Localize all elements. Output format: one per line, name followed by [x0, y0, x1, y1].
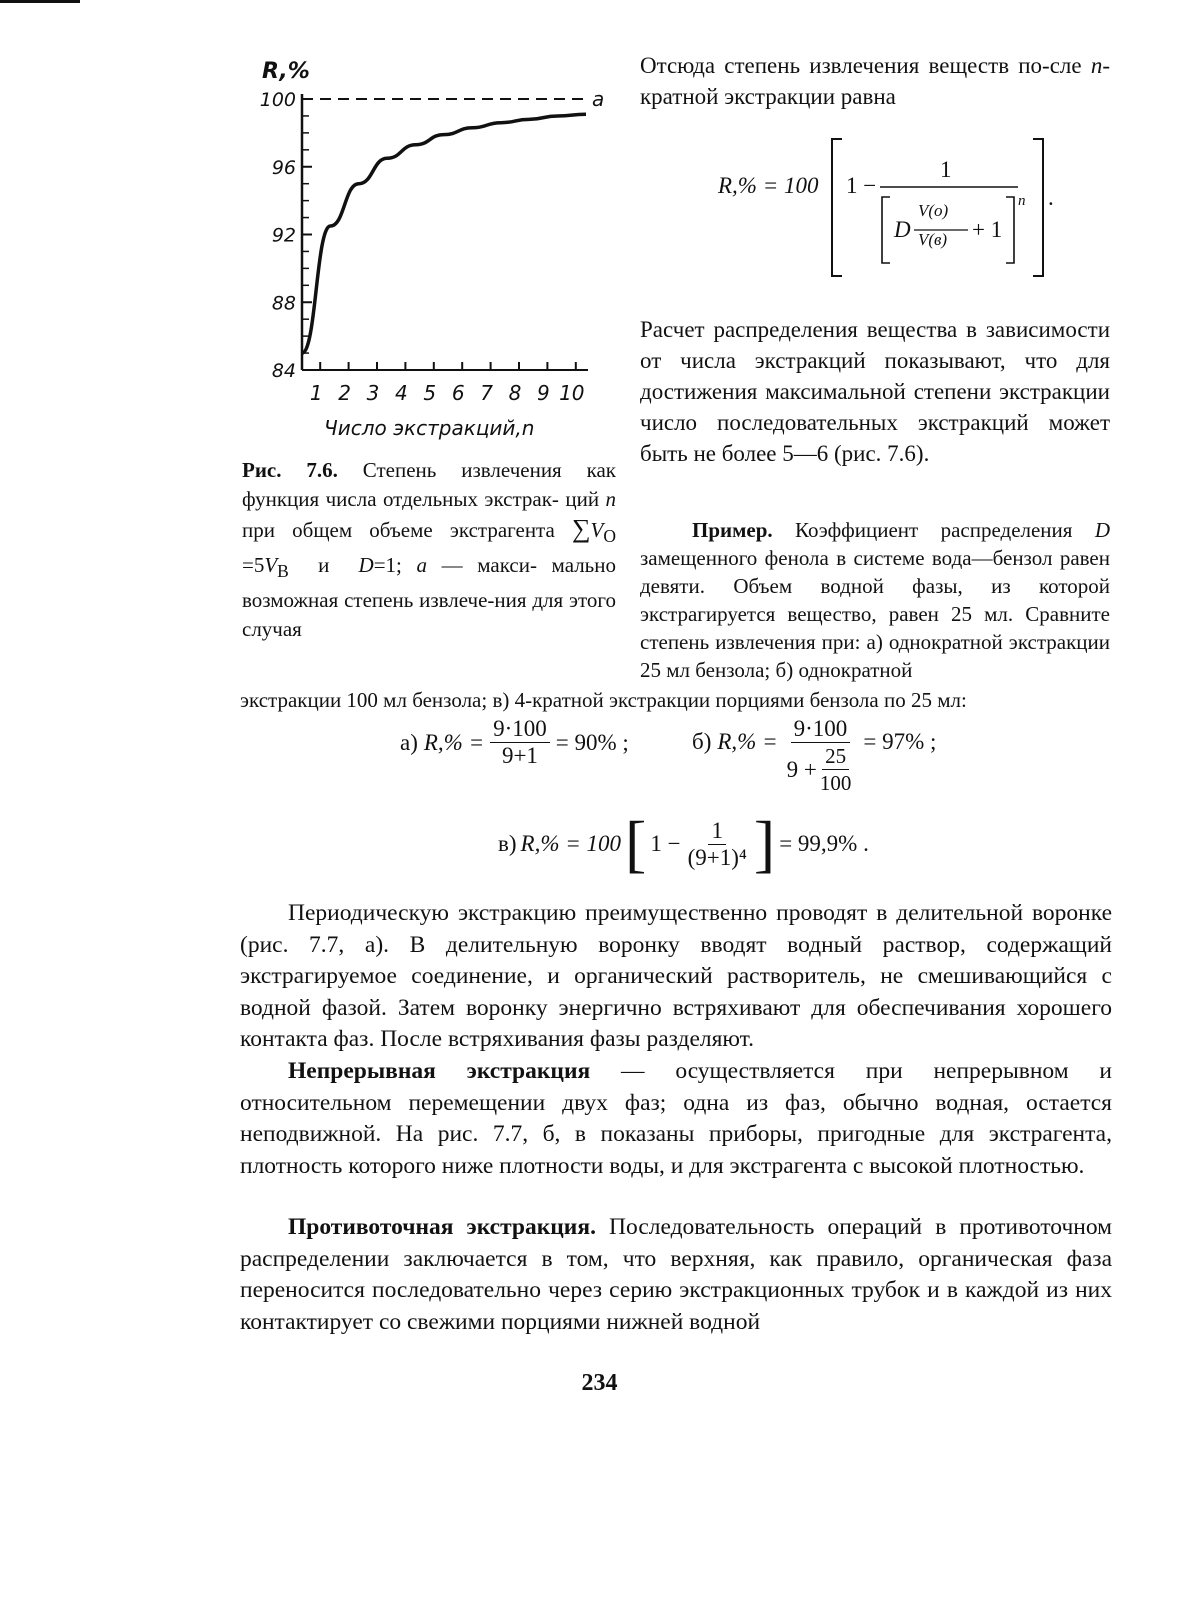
- extraction-chart: [238, 52, 638, 447]
- paragraph-continuous: Непрерывная экстракция — осуществляется при непрерывном и относительном перемещении двух фаз; одна из фаз, обычно водная, остается неподвижной. На рис. 7.7, б, в показаны приборы, пригодные для экстрагента, плотность которого ниже плотности воды, и для экстрагента с высокой плотностью.: [240, 1058, 1112, 1179]
- x-tick-label: 10: [559, 381, 585, 405]
- paragraph-periodic: Периодическую экстракцию преимущественно проводят в делительной воронке (рис. 7.7, а). В делительную воронку вводят водный раствор, содержащий экстрагируемое соединение, и органический растворитель, не смешивающийся с водной фазой. Затем воронку энергично встряхивают для обеспечивания хорошего контакта фаз. После встряхивания фазы разделяют.: [240, 900, 1112, 1052]
- formula-general: R,% = 100 1 − 1 D V(о) V(в) + 1 n .: [718, 135, 1058, 280]
- y-ticks: [260, 89, 312, 382]
- x-tick-label: 6: [451, 381, 465, 405]
- y-tick-label: 100: [259, 89, 296, 111]
- x-tick-label: 8: [508, 381, 522, 405]
- x-tick-label: 1: [309, 381, 323, 405]
- x-axis-label: Число экстракций,n: [324, 416, 535, 440]
- y-axis-label: R,%: [262, 59, 310, 84]
- asymptote-label: a: [592, 87, 605, 111]
- x-tick-label: 3: [366, 381, 380, 405]
- formula-b: б) R,% = 9·100 9 + $\frac{25}{100}$ = 97% ;: [692, 716, 937, 795]
- intro-text: Отсюда степень извлечения веществ по-сле n-кратной экстракции равна: [640, 53, 1110, 109]
- x-tick-label: 2: [338, 381, 351, 405]
- x-tick-label: 5: [423, 381, 437, 405]
- x-tick-label: 7: [480, 381, 493, 405]
- y-tick-label: 96: [271, 156, 296, 179]
- top-rule: [0, 0, 80, 3]
- x-ticks: [310, 362, 585, 405]
- example-text: Пример. Коэффициент распределения D замещенного фенола в системе вода—бензол равен девяти. Объем водной фазы, из которой экстрагируется вещество, равен 25 мл. Сравните степень извлечения при: а) однократной экстракции 25 мл бензола; б) однократной: [640, 518, 1110, 682]
- y-tick-label: 84: [271, 360, 296, 382]
- series-line: [302, 114, 586, 353]
- x-tick-label: 4: [395, 381, 408, 405]
- figure-caption: Рис. 7.6. Степень извлечения как функция числа отдельных экстрак- ций n при общем объеме экстрагента $\sum V_O =5V_B$ и D=1; a — макси- мально возможная степень извлече-ния для этого случая: [242, 458, 617, 642]
- figure-7-6: [238, 52, 638, 447]
- y-tick-label: 88: [271, 292, 296, 315]
- paragraph-countercurrent: Противоточная экстракция. Последовательность операций в противоточном распределении заключается в том, что верхняя, как правило, органическая фаза переносится последовательно через серию экстракционных трубок и в каждой из них контактирует со свежими порциями нижней водной: [240, 1214, 1113, 1335]
- page-number: 234: [581, 1370, 618, 1396]
- y-tick-label: 92: [271, 224, 296, 247]
- formula-c: в) R,% = 100 [ 1 − $\frac{1}{\text{(9+1)⁴}}$ ] = 99,9% .: [498, 808, 869, 879]
- x-tick-label: 9: [537, 381, 550, 405]
- example-continued: экстракции 100 мл бензола; в) 4-кратной экстракции порциями бензола по 25 мл:: [240, 688, 967, 712]
- formula-a: а) R,% = $\frac{9\cdot 100}{9+1}$ = 90% ;: [400, 716, 629, 768]
- paragraph-calc: Расчет распределения вещества в зависимости от числа экстракций показывают, что для достижения максимальной степени экстракции число последовательных экстракций может быть не более 5—6 (рис. 7.6).: [640, 317, 1110, 466]
- caption-label: Рис. 7.6.: [242, 458, 338, 482]
